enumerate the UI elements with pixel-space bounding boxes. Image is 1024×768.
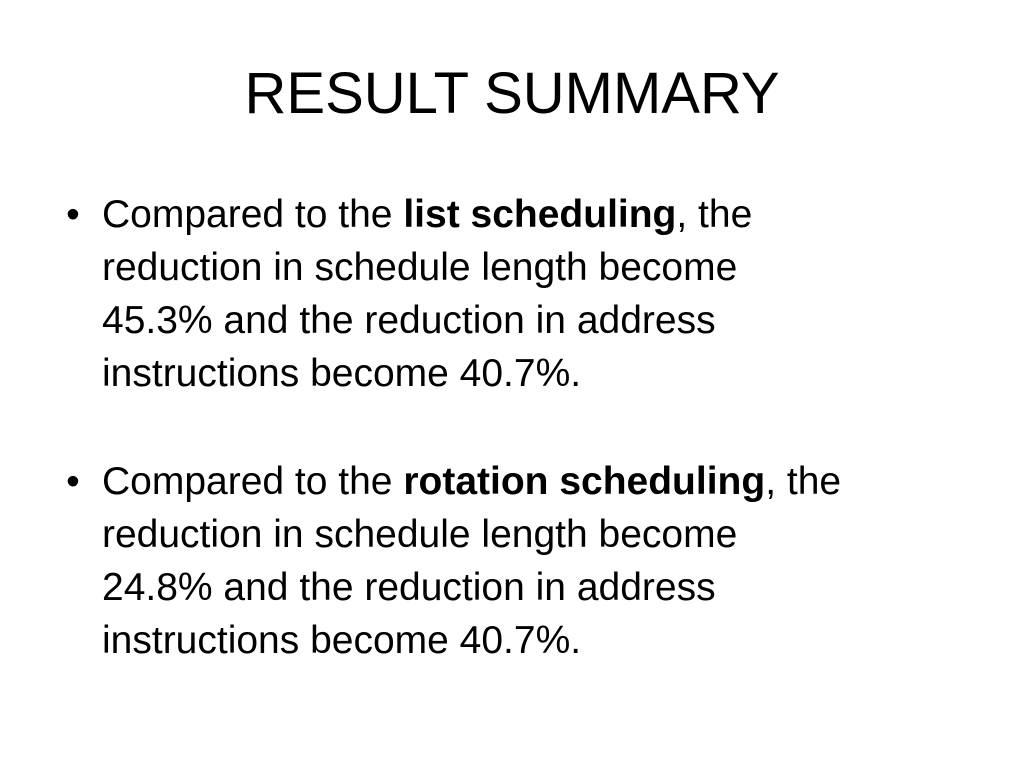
bullet-text-tail: , the [676,193,753,236]
bullet-marker: • [66,193,80,236]
bullet-line: instructions become 40.7%. [102,352,582,395]
bullet-text-lead: Compared to the [102,193,404,236]
bullet-text-lead: Compared to the [102,460,404,503]
bullet-line: reduction in schedule length become [102,513,738,556]
bullet-item-list-scheduling [58,188,978,400]
bullet-line: 24.8% and the reduction in address [102,566,716,609]
bullet-first-line [102,455,978,508]
bullet-line: reduction in schedule length become [102,246,738,289]
bullet-first-line [102,188,978,241]
bullet-marker: • [66,460,80,503]
bullet-emphasis: list scheduling [403,193,677,236]
bullet-line: instructions become 40.7%. [102,619,582,662]
bullet-line: 45.3% and the reduction in address [102,299,716,342]
bullet-text-tail: , the [765,460,842,503]
bullet-list [58,188,978,722]
bullet-item-rotation-scheduling [58,455,978,667]
bullet-emphasis: rotation scheduling [403,460,766,503]
slide-title: RESULT SUMMARY [244,61,780,126]
